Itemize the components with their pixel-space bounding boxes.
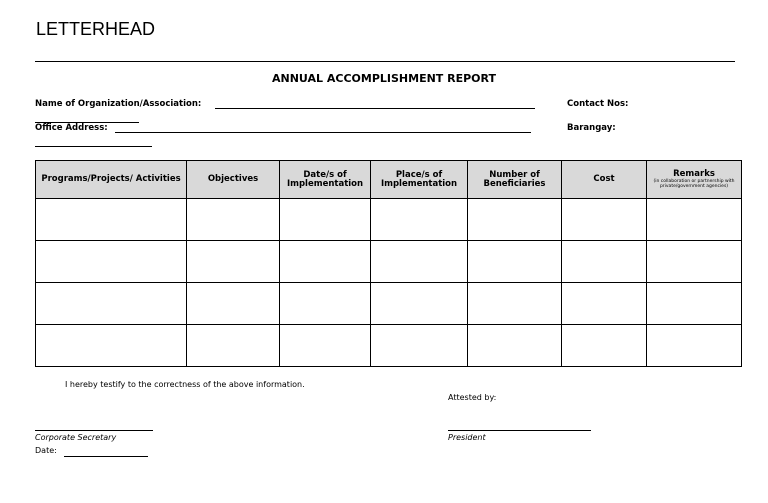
remarks-note: (in collaboration or partnership with private/government agencies) bbox=[653, 178, 735, 189]
table-cell[interactable] bbox=[468, 241, 562, 283]
table-cell[interactable] bbox=[562, 199, 647, 241]
letterhead-divider bbox=[35, 61, 735, 62]
office-address-field-continuation[interactable] bbox=[35, 146, 152, 147]
table-cell[interactable] bbox=[187, 325, 280, 367]
table-cell[interactable] bbox=[371, 199, 468, 241]
header-programs: Programs/Projects/ Activities bbox=[36, 161, 187, 199]
barangay-label: Barangay: bbox=[567, 123, 616, 133]
table-header-row bbox=[36, 161, 742, 199]
org-name-field[interactable] bbox=[215, 108, 535, 109]
table-cell[interactable] bbox=[36, 283, 187, 325]
header-beneficiaries: Number of Beneficiaries bbox=[468, 161, 562, 199]
table-cell[interactable] bbox=[187, 199, 280, 241]
accomplishment-table bbox=[35, 160, 742, 367]
attested-by-label: Attested by: bbox=[448, 393, 497, 402]
table-cell[interactable] bbox=[36, 325, 187, 367]
table-row bbox=[36, 199, 742, 241]
report-title: ANNUAL ACCOMPLISHMENT REPORT bbox=[272, 72, 496, 85]
table-row bbox=[36, 283, 742, 325]
table-cell[interactable] bbox=[468, 325, 562, 367]
table-cell[interactable] bbox=[280, 325, 371, 367]
contact-nos-label: Contact Nos: bbox=[567, 99, 629, 109]
table-cell[interactable] bbox=[36, 241, 187, 283]
president-signature-line[interactable] bbox=[448, 430, 591, 431]
header-dates: Date/s of Implementation bbox=[280, 161, 371, 199]
president-title: President bbox=[448, 433, 486, 442]
date-label: Date: bbox=[35, 446, 57, 455]
office-address-field[interactable] bbox=[115, 132, 531, 133]
table-cell[interactable] bbox=[562, 325, 647, 367]
remarks-title: Remarks bbox=[673, 168, 715, 179]
table-cell[interactable] bbox=[647, 325, 742, 367]
header-objectives: Objectives bbox=[187, 161, 280, 199]
table-cell[interactable] bbox=[36, 199, 187, 241]
letterhead-title: LETTERHEAD bbox=[36, 19, 156, 39]
org-name-label: Name of Organization/Association: bbox=[35, 99, 202, 109]
table-cell[interactable] bbox=[647, 241, 742, 283]
table-cell[interactable] bbox=[562, 283, 647, 325]
table-cell[interactable] bbox=[280, 241, 371, 283]
table-cell[interactable] bbox=[647, 199, 742, 241]
secretary-signature-line[interactable] bbox=[35, 430, 153, 431]
testify-statement: I hereby testify to the correctness of the above information. bbox=[65, 380, 305, 389]
table-cell[interactable] bbox=[187, 283, 280, 325]
secretary-title: Corporate Secretary bbox=[35, 433, 117, 442]
table-cell[interactable] bbox=[371, 325, 468, 367]
header-places: Place/s of Implementation bbox=[371, 161, 468, 199]
table-cell[interactable] bbox=[371, 241, 468, 283]
table-row bbox=[36, 241, 742, 283]
header-remarks bbox=[647, 161, 742, 199]
office-address-label: Office Address: bbox=[35, 123, 108, 133]
table-cell[interactable] bbox=[647, 283, 742, 325]
table-row bbox=[36, 325, 742, 367]
table-cell[interactable] bbox=[187, 241, 280, 283]
header-cost: Cost bbox=[562, 161, 647, 199]
table-cell[interactable] bbox=[468, 199, 562, 241]
table-cell[interactable] bbox=[371, 283, 468, 325]
table-cell[interactable] bbox=[280, 199, 371, 241]
table-cell[interactable] bbox=[468, 283, 562, 325]
date-field[interactable] bbox=[64, 456, 148, 457]
table-cell[interactable] bbox=[280, 283, 371, 325]
table-cell[interactable] bbox=[562, 241, 647, 283]
